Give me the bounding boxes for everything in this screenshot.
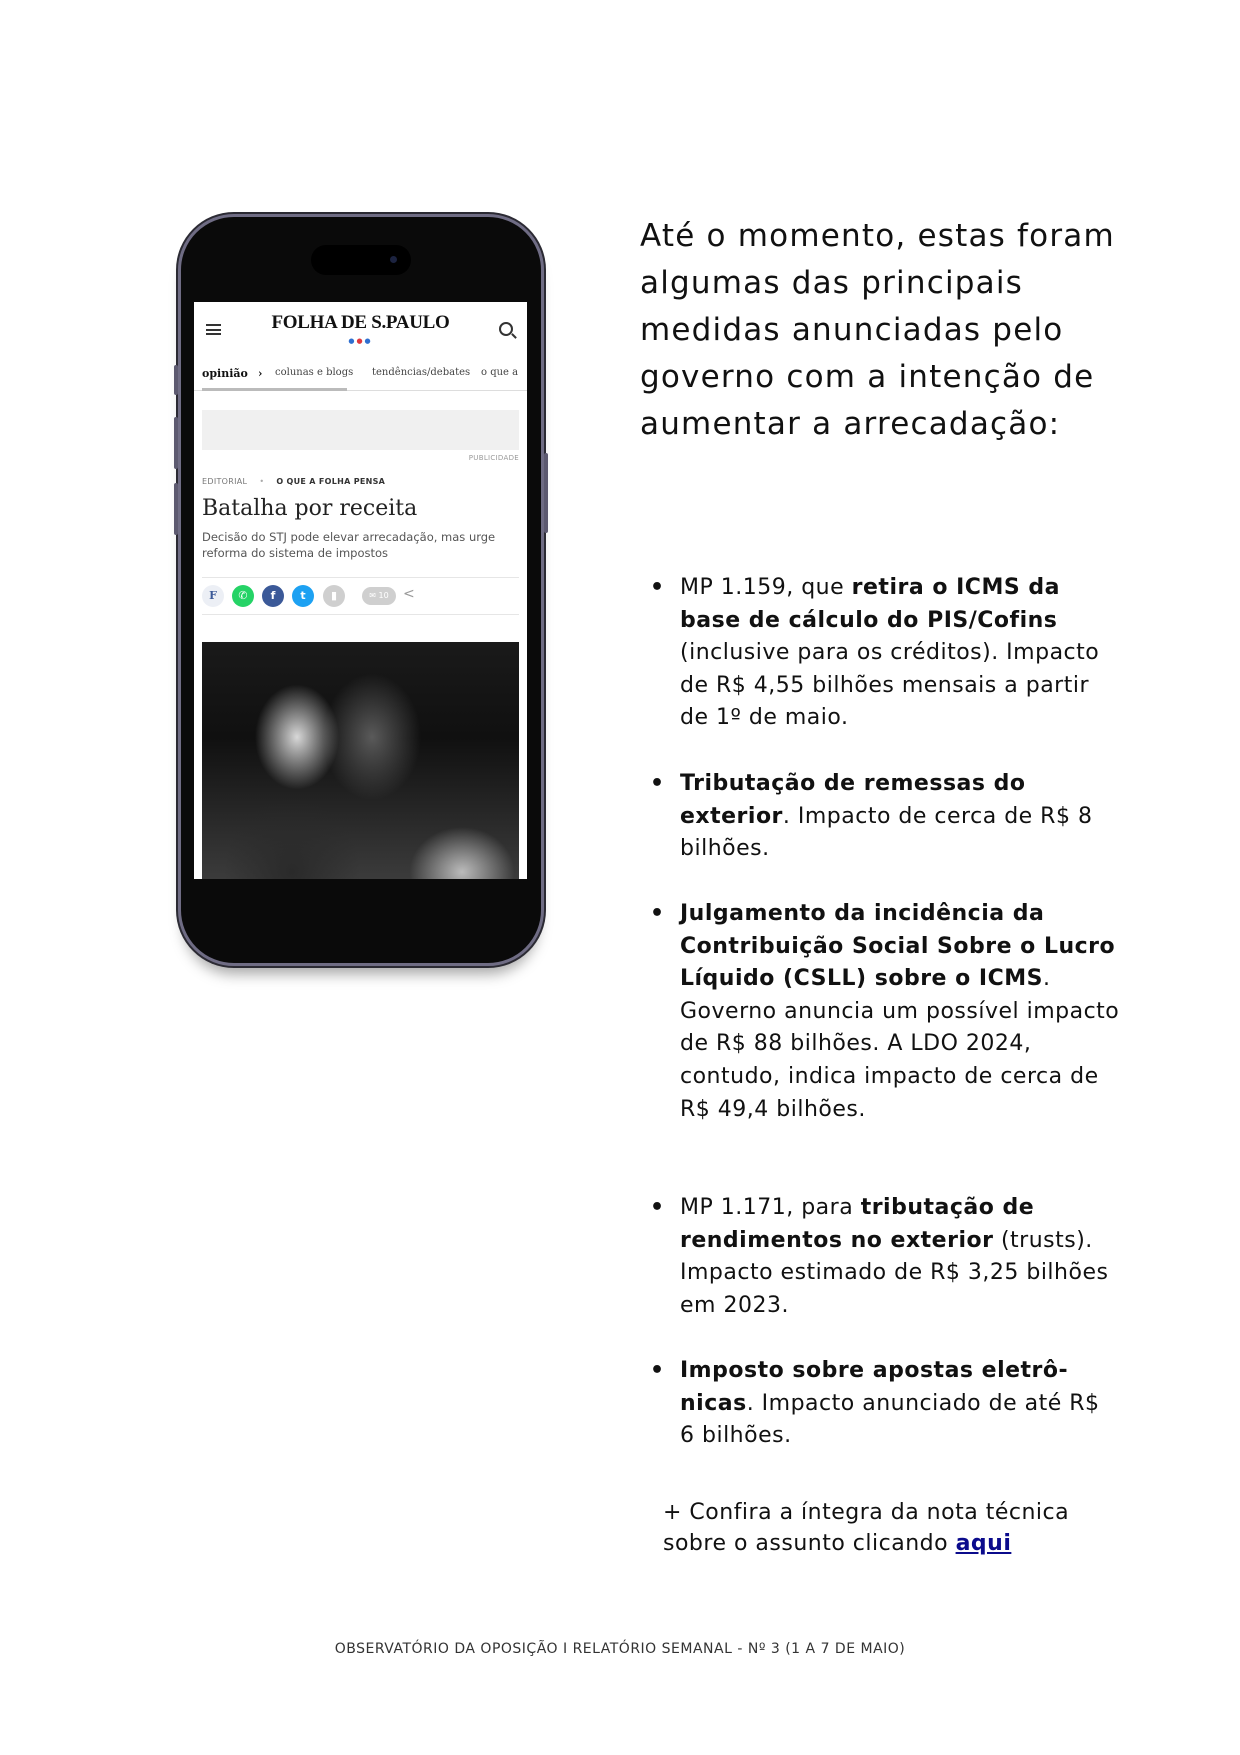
page-footer: OBSERVATÓRIO DA OPOSIÇÃO I RELATÓRIO SEMANAL - Nº 3 (1 A 7 DE MAIO) bbox=[334, 1641, 906, 1657]
bullet-bold-text: retira o ICMS da base de cálculo do PIS/Cofins bbox=[680, 575, 1060, 633]
phone-screen bbox=[194, 302, 527, 879]
list-item bbox=[680, 768, 1120, 866]
chevron-right-icon: › bbox=[258, 367, 263, 380]
list-item bbox=[680, 1355, 1120, 1453]
bullet-bold-text: Imposto sobre apostas eletrô-nicas bbox=[680, 1358, 1069, 1416]
bullet-text: . Impacto de cerca de R$ 8 bilhões. bbox=[680, 803, 1093, 862]
twitter-icon[interactable]: t bbox=[292, 585, 314, 607]
bookmark-icon[interactable]: ▮ bbox=[323, 585, 345, 607]
bullet-text: MP 1.159, que bbox=[680, 575, 852, 600]
article-headline: Batalha por receita bbox=[202, 496, 418, 521]
phone-mute-switch bbox=[174, 365, 178, 395]
comments-count-value: 10 bbox=[378, 591, 389, 600]
nav-active-underline bbox=[202, 388, 347, 391]
bullet-text: . Governo anuncia um possível impacto de R$ 88 bilhões. A LDO 2024, contudo, indica impacto de cerca de R$ 49,4 bilhões. bbox=[680, 966, 1120, 1122]
bullet-bold-text: tributação de rendimentos no exterior bbox=[680, 1195, 1035, 1253]
nav-item-colunas[interactable]: colunas e blogs bbox=[275, 367, 354, 378]
section-nav bbox=[194, 358, 527, 391]
more-info-text: + Confira a íntegra da nota técnica sobre o assunto clicando bbox=[663, 1500, 1070, 1556]
newspaper-header bbox=[194, 302, 527, 358]
newspaper-logo[interactable]: FOLHA DE S.PAULO bbox=[271, 312, 450, 333]
phone-volume-down-button bbox=[174, 483, 178, 535]
bullet-text: (inclusive para os créditos). Impacto de R$ 4,55 bilhões mensais a partir de 1º de maio. bbox=[680, 640, 1100, 731]
list-item bbox=[680, 572, 1120, 735]
logo-dots-icon: ●●● bbox=[348, 337, 373, 345]
share-icon[interactable]: < bbox=[403, 586, 415, 602]
nav-item-opiniao[interactable]: opinião bbox=[202, 367, 248, 380]
article-photo bbox=[202, 642, 519, 879]
bullet-text: . Impacto anunciado de até R$ 6 bilhões. bbox=[680, 1390, 1100, 1449]
kicker-section[interactable]: O QUE A FOLHA PENSA bbox=[276, 477, 386, 486]
list-item bbox=[680, 1192, 1120, 1322]
kicker-separator: • bbox=[259, 477, 265, 486]
list-item bbox=[680, 898, 1120, 1126]
search-icon[interactable] bbox=[499, 322, 513, 336]
facebook-icon[interactable]: f bbox=[262, 585, 284, 607]
nota-tecnica-link[interactable]: aqui bbox=[955, 1531, 1012, 1556]
phone-power-button bbox=[544, 453, 548, 533]
nav-item-tendencias[interactable]: tendências/debates bbox=[372, 367, 471, 378]
bullet-text: MP 1.171, para bbox=[680, 1195, 861, 1220]
dynamic-island bbox=[311, 245, 411, 275]
bullet-bold-text: Julgamento da incidência da Contribuição Social Sobre o Lucro Líquido (CSLL) sobre o ICMS bbox=[680, 901, 1116, 992]
comments-count[interactable]: ✉ 10 bbox=[362, 587, 396, 605]
whatsapp-icon[interactable]: ✆ bbox=[232, 585, 254, 607]
article-deck: Decisão do STJ pode elevar arrecadação, mas urge reforma do sistema de impostos bbox=[202, 530, 496, 560]
ad-label: PUBLICIDADE bbox=[468, 454, 519, 462]
bullet-bold-text: Tributação de remessas do exterior bbox=[680, 771, 1026, 829]
more-info bbox=[663, 1497, 1123, 1559]
bullet-text: (trusts). Impacto estimado de R$ 3,25 bilhões em 2023. bbox=[680, 1227, 1109, 1318]
kicker-type: EDITORIAL bbox=[202, 477, 248, 486]
intro-text: Até o momento, estas foram algumas das principais medidas anunciadas pelo governo com a intenção de aumentar a arrecadação: bbox=[640, 218, 1115, 442]
phone-volume-up-button bbox=[174, 417, 178, 469]
facebook-f-icon[interactable]: F bbox=[202, 585, 224, 607]
phone-mockup bbox=[178, 214, 544, 966]
nav-item-o-que-a[interactable]: o que a bbox=[481, 367, 519, 378]
article-kicker bbox=[202, 477, 385, 486]
share-bar bbox=[202, 577, 519, 615]
ad-placeholder bbox=[202, 410, 519, 450]
